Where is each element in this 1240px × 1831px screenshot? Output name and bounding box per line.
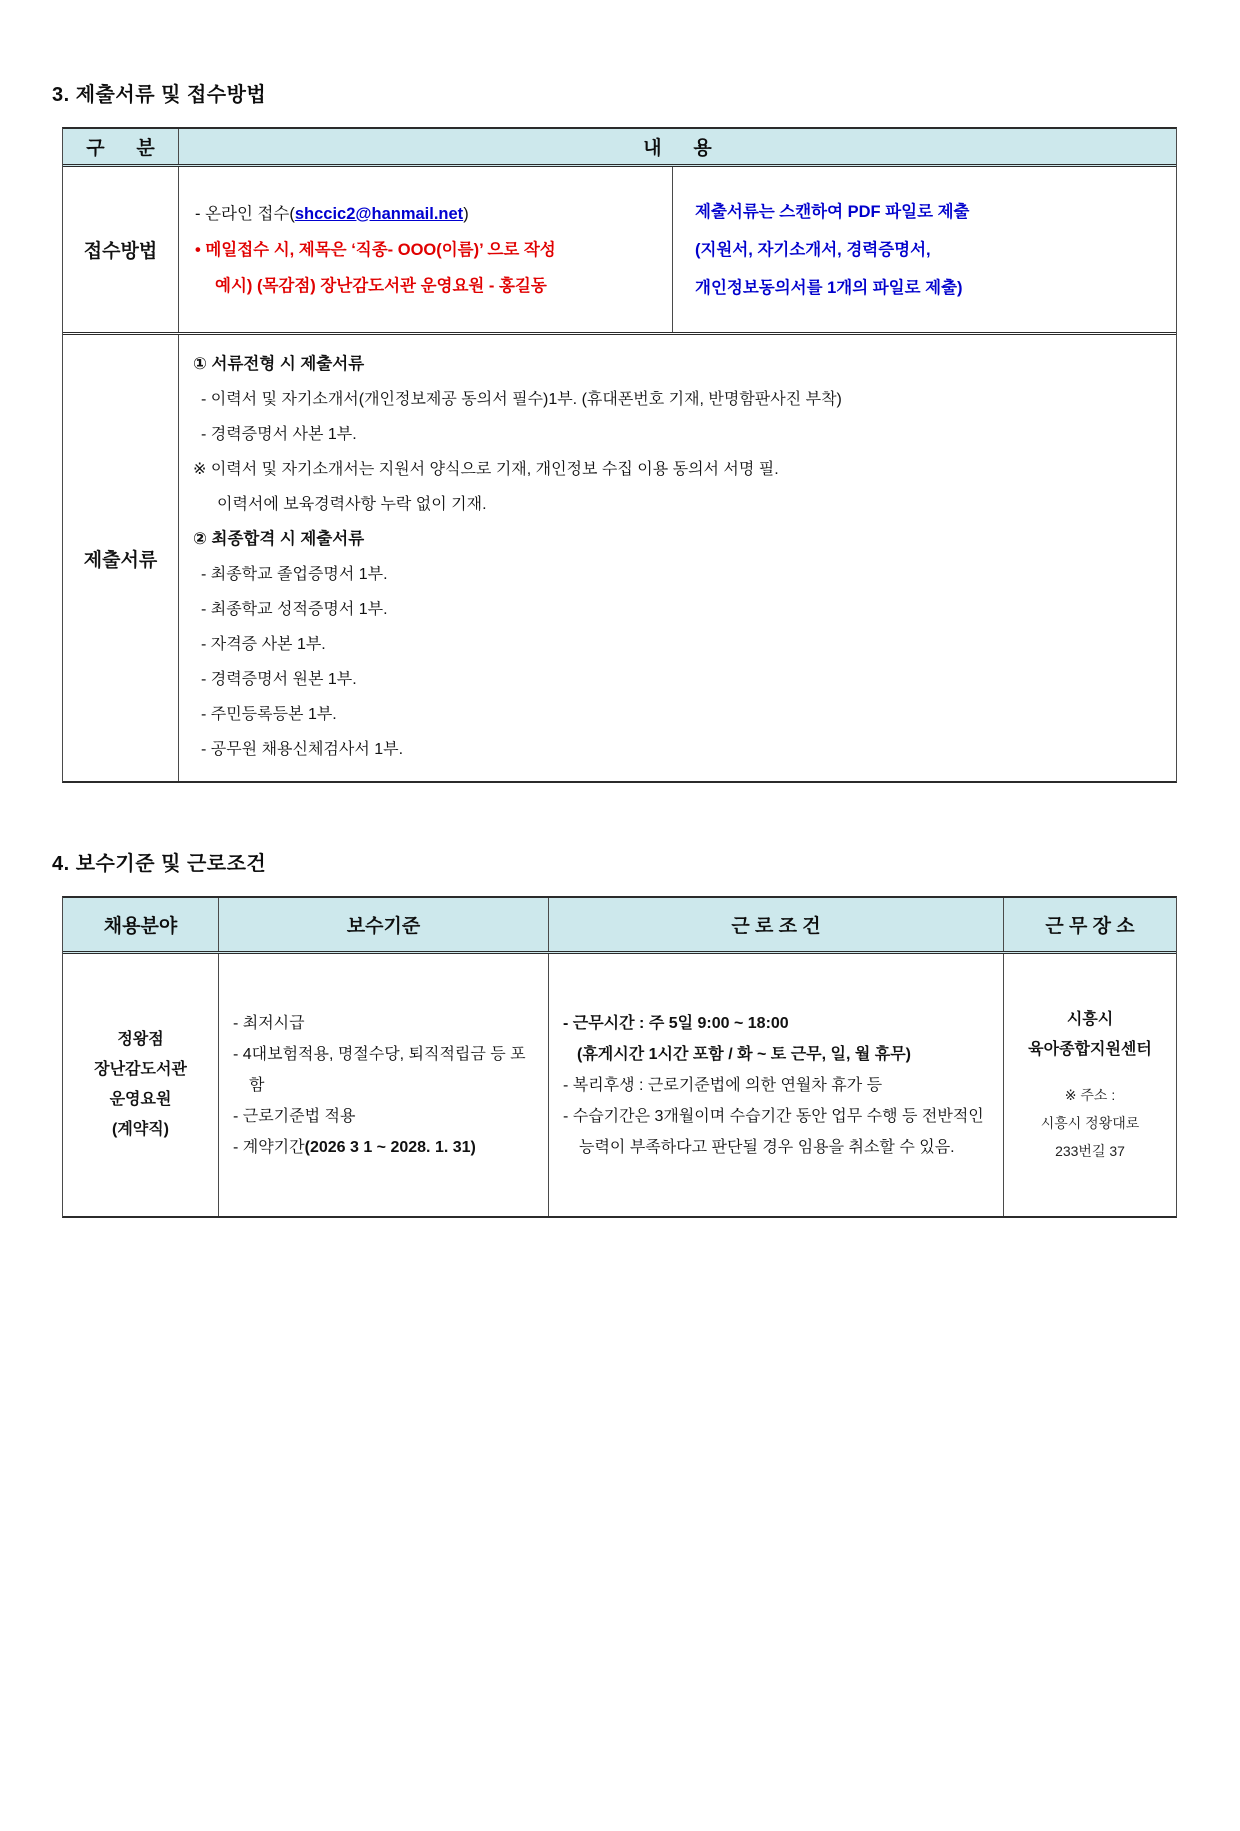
header-naeyong: 내 용: [643, 138, 712, 159]
email-link[interactable]: shccic2@hanmail.net: [294, 204, 464, 223]
header-gubun: 구 분: [63, 129, 179, 164]
doc-item: - 자격증 사본 1부.: [201, 636, 326, 653]
resume-note-1: ※ 이력서 및 자기소개서는 지원서 양식으로 기재, 개인정보 수집 이용 동의서 서명 필.: [193, 461, 779, 478]
doc-item: - 경력증명서 원본 1부.: [201, 671, 357, 688]
document-page: [0, 78, 1240, 1831]
apply-method-label: 접수방법: [63, 167, 179, 332]
workplace-address-line: 233번길 37: [1055, 1143, 1125, 1159]
field-line: 장난감도서관: [94, 1061, 187, 1078]
contract-prefix: - 계약기간: [233, 1138, 305, 1156]
row-documents: [63, 335, 1176, 781]
contract-period: (2026 3 1 ~ 2028. 1. 31): [304, 1138, 476, 1156]
doc-item: - 공무원 채용신체검사서 1부.: [201, 741, 404, 758]
section3-title: 3. 제출서류 및 접수방법: [52, 84, 267, 106]
doc-item: - 이력서 및 자기소개서(개인정보제공 동의서 필수)1부. (휴대폰번호 기재, 반명함판사진 부착): [201, 391, 842, 408]
online-apply-line: [195, 196, 662, 232]
submission-table: [62, 127, 1177, 783]
doc-item: - 최종학교 졸업증명서 1부.: [201, 566, 388, 583]
conditions-cell: [549, 954, 1004, 1216]
header-pay: 보수기준: [219, 898, 549, 951]
work-hours-detail: (휴게시간 1시간 포함 / 화 ~ 토 근무, 일, 월 휴무): [577, 1045, 911, 1063]
online-apply-prefix: - 온라인 접수(: [195, 204, 295, 223]
resume-note-2: 이력서에 보육경력사항 누락 없이 기재.: [217, 496, 487, 513]
section4-title: 4. 보수기준 및 근로조건: [52, 853, 267, 875]
doc-item: - 최종학교 성적증명서 1부.: [201, 601, 388, 618]
workplace-cell: [1004, 954, 1176, 1216]
field-line: (계약직): [111, 1121, 170, 1138]
submission-table-header: [63, 129, 1176, 167]
row-apply-method: [63, 167, 1176, 335]
pdf-note-line: 제출서류는 스캔하여 PDF 파일로 제출: [695, 202, 970, 221]
mail-subject-example: 예시) (목감점) 장난감도서관 운영요원 - 홍길동: [215, 276, 547, 295]
documents-label: 제출서류: [63, 335, 179, 781]
conditions-table-header: [63, 898, 1176, 954]
pdf-note-line: 개인정보동의서를 1개의 파일로 제출): [695, 278, 963, 297]
pay-item: - 근로기준법 적용: [233, 1107, 356, 1125]
pay-item: - 최저시급: [233, 1014, 305, 1032]
field-line: 정왕점: [117, 1031, 164, 1048]
online-apply-suffix: ): [463, 204, 469, 223]
work-hours-line: - 근무시간 : 주 5일 9:00 ~ 18:00: [563, 1014, 789, 1032]
workplace-address-line: 시흥시 정왕대로: [1040, 1115, 1140, 1131]
documents-content: [179, 335, 1176, 781]
header-workplace: 근 무 장 소: [1045, 916, 1135, 937]
workplace-name: [1028, 1005, 1152, 1065]
header-conditions: 근 로 조 건: [549, 898, 1004, 951]
pdf-note: [673, 167, 1176, 332]
field-cell: [63, 954, 219, 1216]
pay-item: - 4대보험적용, 명절수당, 퇴직적립금 등 포함: [233, 1045, 526, 1094]
doc-item: - 주민등록등본 1부.: [201, 706, 337, 723]
workplace-name-line: 시흥시: [1066, 1011, 1114, 1028]
mail-subject-note: • 메일접수 시, 제목은 ‘직종- OOO(이름)’ 으로 작성: [195, 240, 556, 259]
final-docs-title: ② 최종합격 시 제출서류: [193, 530, 365, 548]
header-field: 채용분야: [63, 898, 219, 951]
screening-docs-title: ① 서류전형 시 제출서류: [193, 355, 365, 373]
conditions-table: [62, 896, 1177, 1218]
pay-item-contract: [233, 1132, 540, 1163]
field-line: 운영요원: [109, 1091, 172, 1108]
doc-item: - 경력증명서 사본 1부.: [201, 426, 357, 443]
conditions-table-row: [63, 954, 1176, 1216]
workplace-name-line: 육아종합지원센터: [1028, 1041, 1152, 1058]
apply-method-content: [179, 167, 673, 332]
pdf-note-line: (지원서, 자기소개서, 경력증명서,: [695, 240, 931, 259]
pay-cell: [219, 954, 549, 1216]
probation-line: - 수습기간은 3개월이며 수습기간 동안 업무 수행 등 전반적인 능력이 부족하다고 판단될 경우 임용을 취소할 수 있음.: [563, 1107, 984, 1156]
workplace-address-line: ※ 주소 :: [1064, 1087, 1116, 1103]
workplace-address: [1041, 1081, 1140, 1165]
welfare-line: - 복리후생 : 근로기준법에 의한 연월차 휴가 등: [563, 1076, 883, 1094]
